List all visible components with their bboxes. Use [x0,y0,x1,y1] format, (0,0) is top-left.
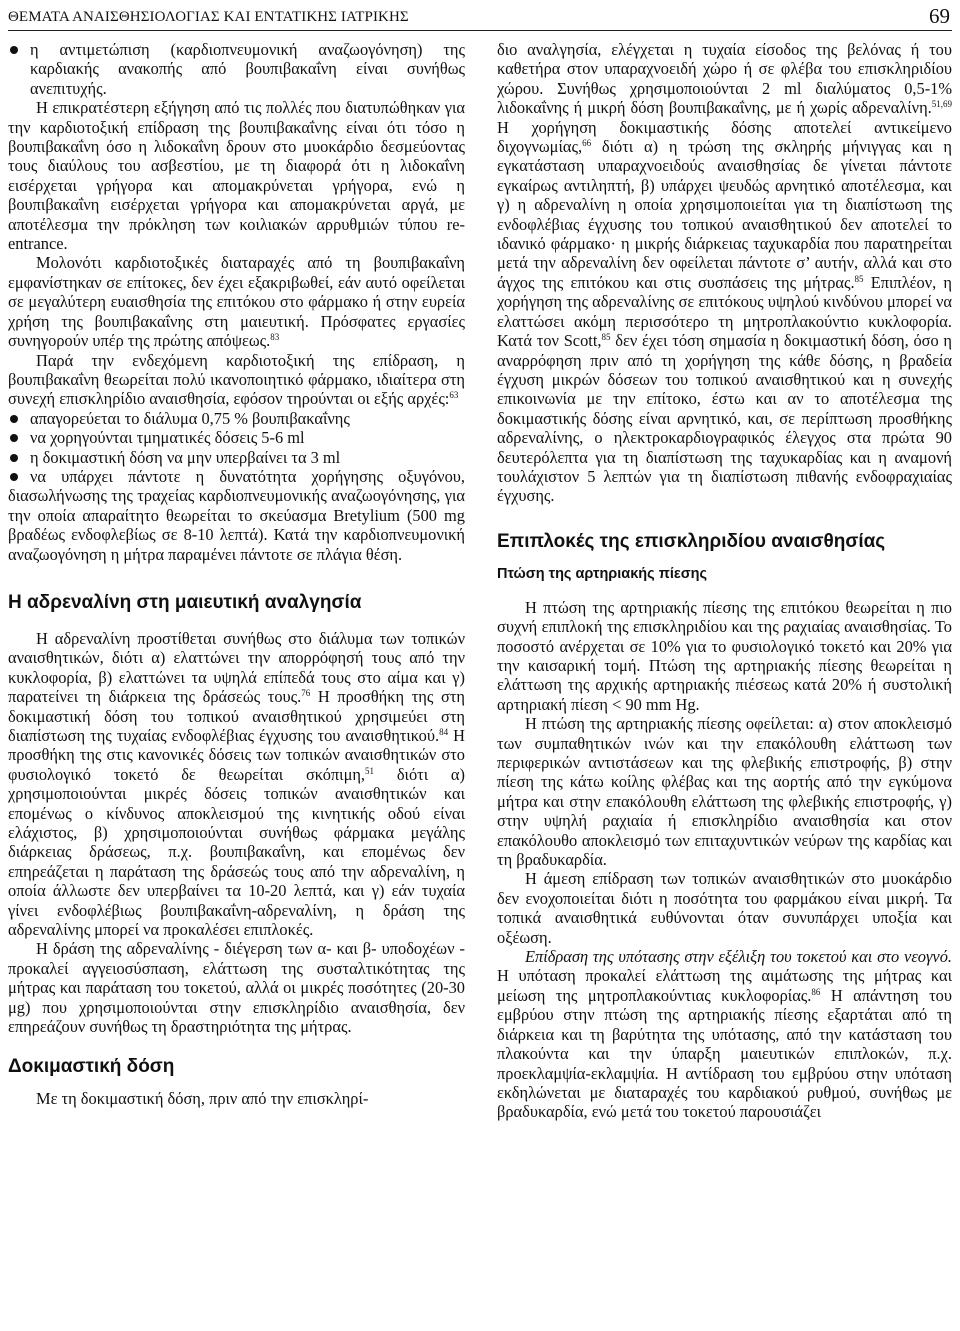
right-column [497,40,952,1122]
citation: 51,69 [931,99,952,110]
paragraph-test-dose: Με τη δοκιμαστική δόση, πριν από την επισκληρί- [36,1088,369,1108]
citation: 86 [811,986,821,997]
paragraph-cardiotoxicity: Η επικρατέστερη εξήγηση από τις πολλές που διατυπώθηκαν για την καρδιοτοξική επίδραση της βουπιβακαΐνης είναι ότι τόσο η βουπιβακαΐνη όσο η λιδοκαΐνη δρουν στο μυοκάρδιο δεσμεύοντας τους διαύλους του ασβεστίου, με τη διαφορά ότι η λιδοκαΐνη εισέρχεται γρήγορα και απομακρύνεται γρήγορα, ενώ η βουπιβακαΐνη εισέρχεται γρήγορα και απομακρύνεται αργά, με αποτέλεσμα την πρόκληση των κοιλιακών αρρυθμιών τύπου re-entrance. [8,98,465,254]
left-column [8,40,465,1108]
paragraph-adrenaline-action: Η δράση της αδρεναλίνης - διέγερση των α- και β- υποδοχέων - προκαλεί αγγειοσύσπαση, ελάττωση της συσταλτικότητας της μήτρας και παράταση του τοκετού, αλλά οι μικρές ποσότητες (20-30 μg) που χρησιμοποιούνται στην επισκληρίδιο αναισθησία, δεν επηρεάζουν συνήθως τη δραστηριότητα της μήτρας. [8,939,465,1037]
running-header [8,4,952,31]
citation: 66 [582,138,592,149]
citation: 83 [270,332,280,343]
citation: 85 [601,332,611,343]
citation: 84 [439,727,449,737]
heading-adrenaline: Η αδρεναλίνη στη μαιευτική αναλγησία [8,591,362,613]
heading-test-dose: Δοκιμαστική δόση [8,1055,175,1077]
bullet-principle-1: απαγορεύεται το διάλυμα 0,75 % βουπιβακαΐνης [8,409,465,428]
page-number: 69 [929,4,950,28]
citation: 51 [365,765,375,776]
journal-title: ΘΕΜΑΤΑ ΑΝΑΙΣΘΗΣΙΟΛΟΓΙΑΣ ΚΑΙ ΕΝΤΑΤΙΚΗΣ ΙΑΤΡΙΚΗΣ [8,9,409,25]
bullet-cpr: η αντιμετώπιση (καρδιοπνευμονική αναζωογόνηση) της καρδιακής ανακοπής από βουπιβακαΐνη είναι συνήθως ανεπιτυχής. [8,40,465,98]
paragraph-adrenaline: Η αδρεναλίνη προστίθεται συνήθως στο διάλυμα των τοπικών αναισθητικών, διότι α) ελαττώνει την απορρόφησή τους από την κυκλοφορία, β) ελαττώνει τα υψηλά επίπεδά τους στο αίμα και γ) παρατείνει τη διάρκεια της δράσεώς τους.$^{76}$ Η προσθήκη της στη δοκιμαστική δόση του τοπικού αναισθητικού χρησιμεύει στη διαπίστωση της τυχαίας ενδοφλέβιας έγχυσης του αναισθητικού.$^{84}$ Η προσθήκη της στις κανονικές δόσεις των τοπικών αναισθητικών στο φυσιολογικό τοκετό δε θεωρείται σκόπιμη,$^{51}$ διότι α) χρησιμοποιούνται μικρές δόσεις τοπικών αναισθητικών και επομένως ο κίνδυνος αποκλεισμού της κινητικής οδού είναι ελάχιστος, β) χρησιμοποιούνται συνήθως φάρμακα μεγάλης διάρκειας δράσεως, π.χ. βουπιβακαΐνη, και επομένως δεν επηρεάζεται η παράταση της δράσεώς τους από την αδρεναλίνη, η οποία άλλωστε δεν υπερβαίνει τα 10-20 λεπτά, και γ) εάν τυχαία γίνει ενδοφλέβιως βουπιβακαΐνη-αδρεναλίνη, η δράση της αδρεναλίνης μπορεί να προκαλέσει επιπλοκές. [8,628,466,940]
paragraph-parturients: Μολονότι καρδιοτοξικές διαταραχές από τη βουπιβακαΐνη εμφανίστηκαν σε επίτοκες, δεν έχει εξακριβωθεί, εάν αυτό οφείλεται σε μεγαλύτερη ευαισθησία της επιτόκου στο φάρμακο ή στην ευρεία χρήση της βουπιβακαΐνης στη μαιευτική. Πρόσφατες εργασίες συνηγορούν υπέρ της πρώτης απόψεως.$^{83}$ [8,253,465,351]
paragraph-principles: Παρά την ενδεχόμενη καρδιοτοξική της επίδραση, η βουπιβακαΐνη θεωρείται πολύ ικανοποιητικό φάρμακο, ιδιαίτερα στη συνεχή επισκληρίδιο αναισθησία, εφόσον τηρούνται οι εξής αρχές:$^{63}$ [8,350,465,409]
bullet-principle-4: να υπάρχει πάντοτε η δυνατότητα χορήγησης οξυγόνου, διασωλήνωσης της τραχείας καρδιοπνευμονικής αναζωογόνησης, για την οποία απαραίτητο θεωρείται το σκεύασμα Bretylium (500 mg βραδέως ενδοφλεβίως σε 8-10 λεπτά). Κατά την καρδιοπνευμονική αναζωογόνηση η μήτρα παραμένει πάντοτε σε πλάγια θέση. [8,466,465,564]
paragraph-test-dose-cont: διο αναλγησία, ελέγχεται η τυχαία είσοδος της βελόνας ή του καθετήρα στον υπαραχνοειδή χώρο ή σε φλέβα του επισκληριδίου χώρου. Συνήθως χρησιμοποιούνται 2 ml διαλύματος 0,5-1% λιδοκαΐνης ή μικρή δόση βουπιβακαΐνης, με ή χωρίς αδρεναλίνη.$^{51,69}$ Η χορήγηση δοκιμαστικής δόσης αποτελεί αντικείμενο διχογνωμίας,$^{66}$ διότι α) η τρώση της σκληρής μήνιγγας και η εγκατάσταση υπαραχνοειδούς αναισθησίας δε γίνεται πάντοτε εγκαίρως αντιληπτή, β) υπάρχει ψευδώς αρνητικό αποτέλεσμα, και γ) η αδρεναλίνη η οποία χρησιμοποιείται για τη διαπίστωση της ενδοφλέβιας έγχυσης του τοπικού αναισθητικού δεν αποτελεί το ιδανικό φάρμακο· η μικρής διάρκειας ταχυκαρδία που παρατηρείται μετά την αδρεναλίνη δεν οφείλεται πάντοτε σ’ αυτήν, αλλά και στο άγχος της επιτόκου και στις συσπάσεις της μήτρας.$^{85}$ Επιπλέον, η χορήγηση της αδρεναλίνης σε επιτόκους υψηλού κινδύνου μπορεί να ελαττώσει ακόμη περισσότερο τη μητροπλακούντιο κυκλοφορία. Κατά τον Scott,$^{85}$ δεν έχει τόση σημασία η δοκιμαστική δόση, όσο η αναρρόφηση πριν από τη χορήγηση της κάθε δόσης, η βραδεία έγχυση μικρών δόσεων του τοπικού αναισθητικού και η συνεχής επικοινωνία με την επίτοκο, έστω και αν το αποτέλεσμα της δοκιμαστικής δόσης είναι αρνητικό, και, σε περίπτωση προσθήκης αδρεναλίνης, ο ηλεκτροκαρδιογραφικός έλεγχος στα πρώτα 90 δευτερόλεπτα για τη διαπίστωση της ταχυκαρδίας και η αναμονή τουλάχιστον 5 λεπτών για τη διαπίστωση πιθανής ενδοφραχιαίας έγχυσης. [497,40,952,506]
citation: 76 [301,688,311,699]
citation: 85 [854,273,864,284]
paragraph-myocardium: Η άμεση επίδραση των τοπικών αναισθητικών στο μυοκάρδιο δεν ενοχοποιείται διότι η ποσότητα του φαρμάκου είναι μικρή. Τα τοπικά αναισθητικά ευθύνονται όταν συνυπάρχει υποξία και οξέωση. [497,869,952,947]
citation: 63 [449,390,459,401]
heading-complications: Επιπλοκές της επισκληριδίου αναισθησίας [497,530,886,552]
subheading-hypotension: Πτώση της αρτηριακής πίεσης [497,565,708,582]
paragraph-hypotension-effects: Επίδραση της υπότασης στην εξέλιξη του τοκετού και στο νεογνό. Η υπόταση προκαλεί ελάττωση της αιμάτωσης της μήτρας και μείωση της μητροπλακούντιας κυκλοφορίας.$^{86}$ Η απάντηση του εμβρύου στην πτώση της αρτηριακής πίεσης εξαρτάται από τη διάρκεια και τη βαρύτητα της υπότασης, από την κατάσταση του πλακούντα και την ύπαρξη μαιευτικών επιπλοκών, π.χ. προεκλαμψία-εκλαμψία. Η αντίδραση του εμβρύου στην υπόταση εκδηλώνεται με διαταραχές του καρδιακού ρυθμού, συνήθως με βραδυκαρδία, ενώ μετά του τοκετού παρουσιάζει [497,947,952,1122]
paragraph-hypotension-causes: Η πτώση της αρτηριακής πίεσης οφείλεται: α) στον αποκλεισμό των συμπαθητικών ινών και την επακόλουθη ελάττωση των περιφερικών αντιστάσεων και της φλεβικής επιστροφής, β) στην πίεση της κάτω κοίλης φλέβας και της αορτής από την εγκύμονα μήτρα και στην επακόλουθη ελάττωση της φλεβικής επιστροφής, γ) στην υψηλή ραχιαία ή επισκληρίδιο αναισθησία και στον επακόλουθο αποκλεισμό των επιταχυντικών νεύρων της καρδίας και τη βραδυκαρδία. [497,714,952,870]
paragraph-hypotension: Η πτώση της αρτηριακής πίεσης της επιτόκου θεωρείται η πιο συχνή επιπλοκή της επισκληριδίου και της ραχιαίας αναισθησίας. Το ποσοστό ανέρχεται σε 10% για το φυσιολογικό τοκετό και 20% για την καισαρική τομή. Πτώση της αρτηριακής πίεσης θεωρείται η ελάττωση της αρχικής αρτηριακής πιέσεως κατά 20% ή συστολική αρτηριακή πίεση < 90 mm Hg. [497,597,952,714]
bullet-principle-2: να χορηγούνται τμηματικές δόσεις 5-6 ml [8,428,465,447]
bullet-principle-3: η δοκιμαστική δόση να μην υπερβαίνει τα 3 ml [8,448,465,467]
